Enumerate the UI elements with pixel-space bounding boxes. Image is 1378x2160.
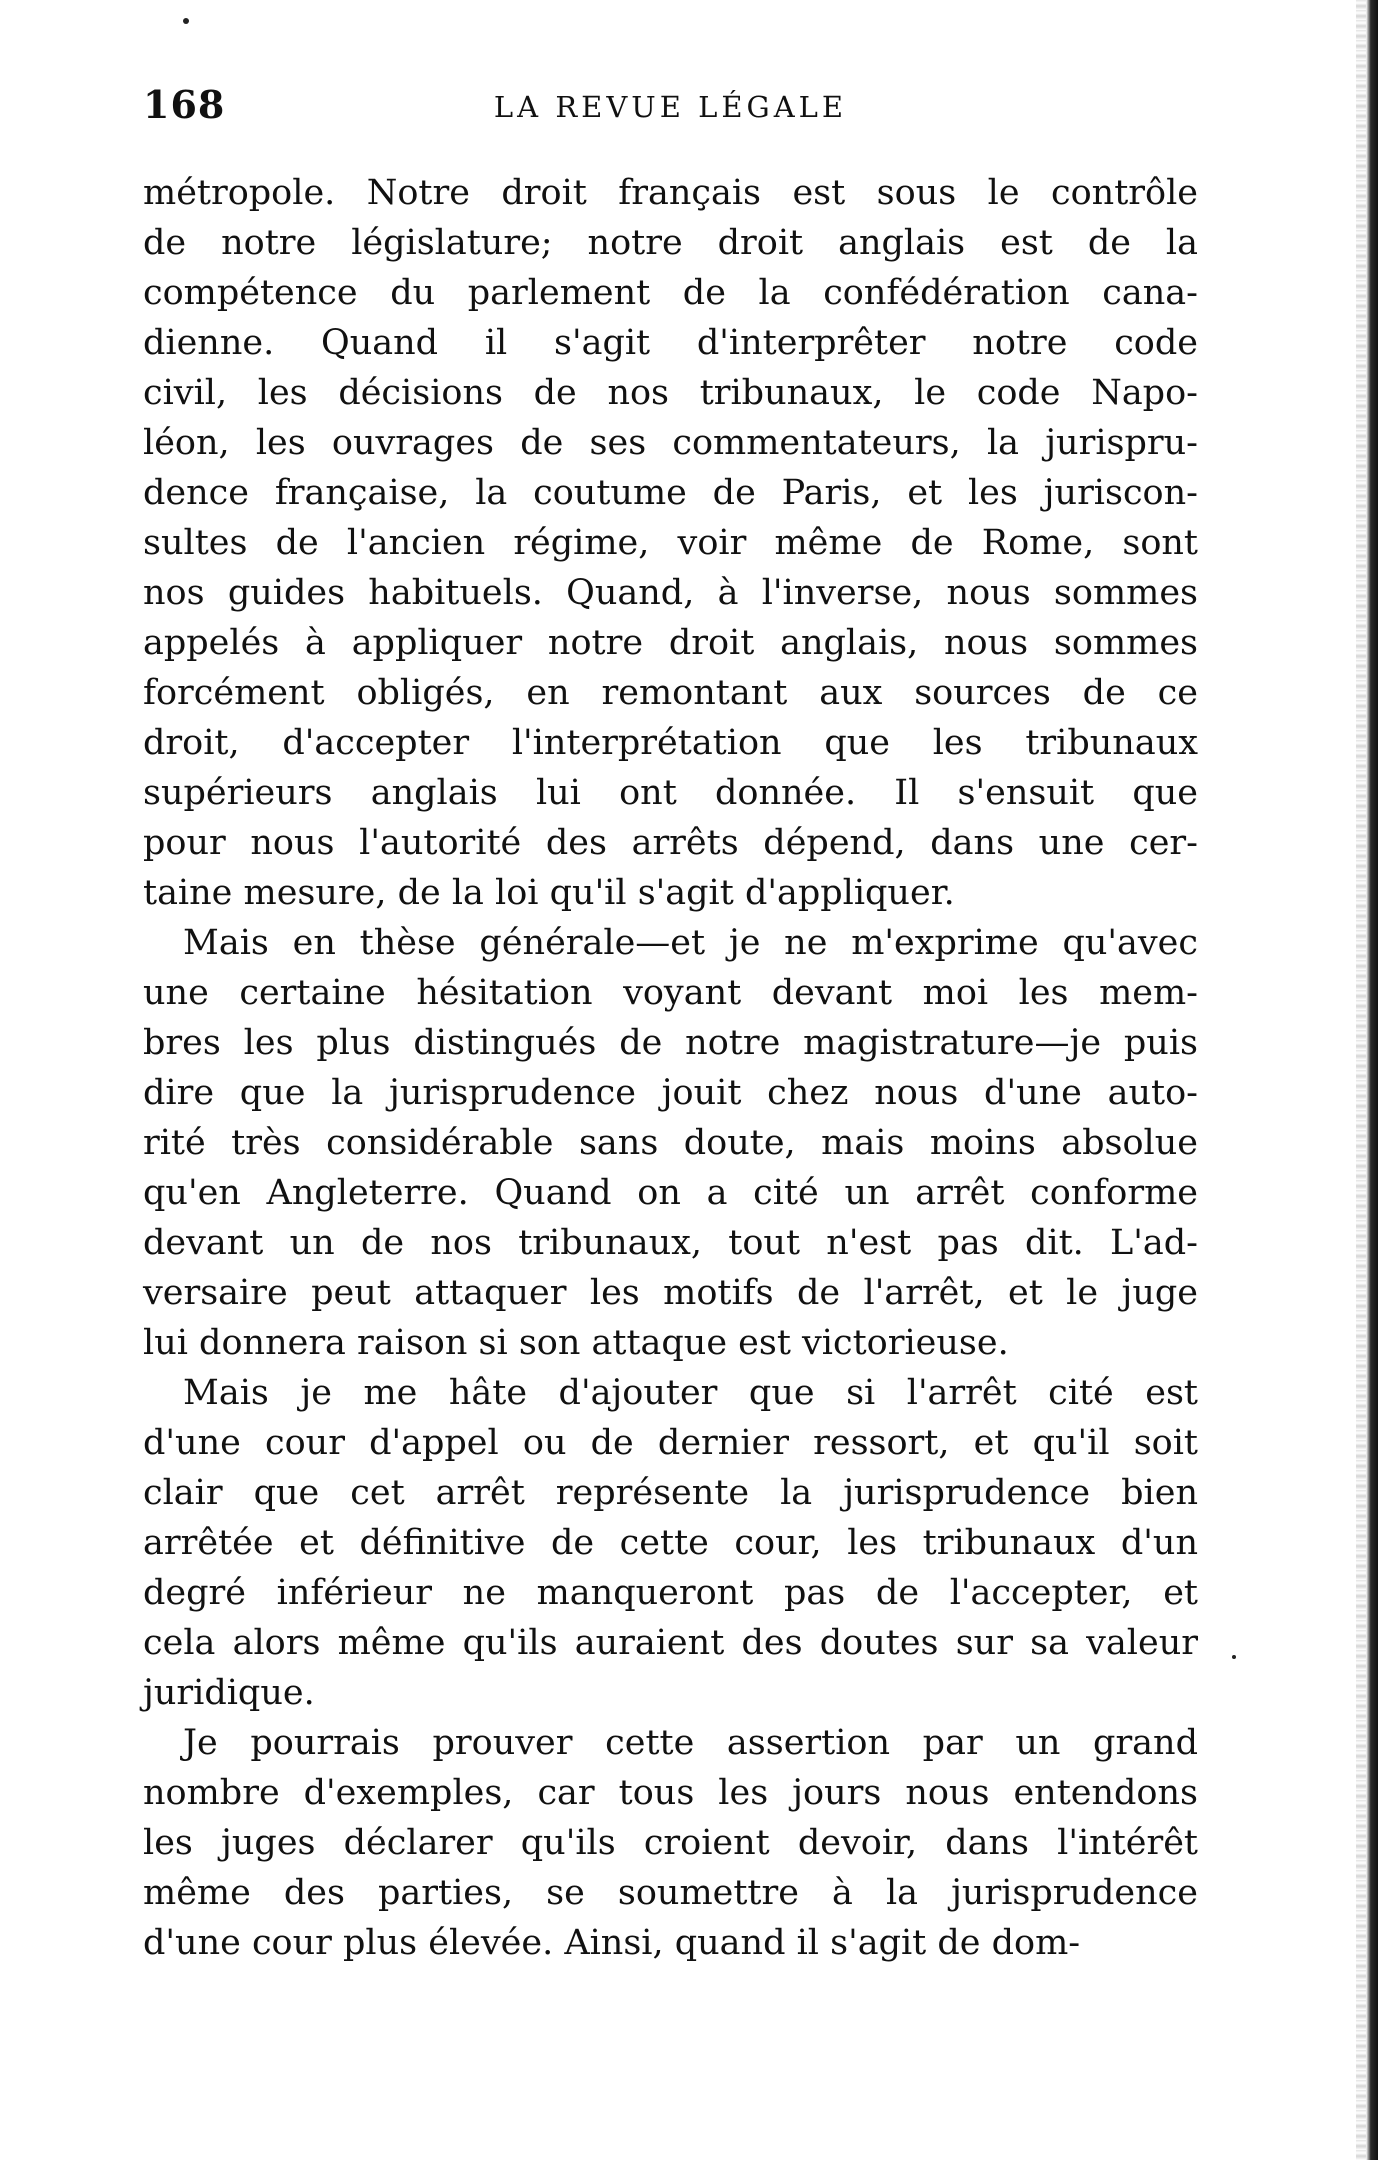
text-line: une certaine hésitation voyant devant moi les mem-: [143, 973, 1198, 1013]
text-line: juridique.: [143, 1673, 315, 1713]
text-line: d'une cour d'appel ou de dernier ressort, et qu'il soit: [143, 1423, 1198, 1463]
paragraph: [143, 1368, 1198, 1718]
ink-speck: [1232, 1655, 1236, 1659]
text-line: même des parties, se soumettre à la jurisprudence: [143, 1873, 1198, 1913]
binding-shadow: [1356, 0, 1366, 2160]
text-line: droit, d'accepter l'interprétation que les tribunaux: [143, 723, 1198, 763]
text-line: versaire peut attaquer les motifs de l'arrêt, et le juge: [143, 1273, 1198, 1313]
text-line: Mais je me hâte d'ajouter que si l'arrêt cité est: [183, 1373, 1198, 1413]
paragraph: [143, 1718, 1198, 1968]
ink-speck: [183, 18, 189, 24]
text-line: sultes de l'ancien régime, voir même de Rome, sont: [143, 523, 1198, 563]
text-line: de notre législature; notre droit anglais est de la: [143, 223, 1198, 263]
text-line: degré inférieur ne manqueront pas de l'accepter, et: [143, 1573, 1198, 1613]
text-line: lui donnera raison si son attaque est victorieuse.: [143, 1323, 1009, 1363]
text-line: nos guides habituels. Quand, à l'inverse, nous sommes: [143, 573, 1198, 613]
page-number: 168: [143, 82, 226, 127]
text-line: supérieurs anglais lui ont donnée. Il s'ensuit que: [143, 773, 1198, 813]
text-line: Mais en thèse générale—et je ne m'exprime qu'avec: [183, 923, 1198, 963]
text-line: métropole. Notre droit français est sous le contrôle: [143, 173, 1198, 213]
text-line: dence française, la coutume de Paris, et les juriscon-: [143, 473, 1198, 513]
text-line: rité très considérable sans doute, mais moins absolue: [143, 1123, 1198, 1163]
text-line: Je pourrais prouver cette assertion par un grand: [183, 1723, 1198, 1763]
text-line: cela alors même qu'ils auraient des doutes sur sa valeur: [143, 1623, 1198, 1663]
text-line: nombre d'exemples, car tous les jours nous entendons: [143, 1773, 1198, 1813]
text-line: pour nous l'autorité des arrêts dépend, dans une cer-: [143, 823, 1198, 863]
text-line: d'une cour plus élevée. Ainsi, quand il s'agit de dom-: [143, 1923, 1081, 1963]
text-line: clair que cet arrêt représente la jurisprudence bien: [143, 1473, 1198, 1513]
text-line: bres les plus distingués de notre magistrature—je puis: [143, 1023, 1198, 1063]
text-line: les juges déclarer qu'ils croient devoir, dans l'intérêt: [143, 1823, 1198, 1863]
paragraph: [143, 168, 1198, 918]
text-line: civil, les décisions de nos tribunaux, le code Napo-: [143, 373, 1198, 413]
text-line: taine mesure, de la loi qu'il s'agit d'appliquer.: [143, 873, 955, 913]
text-line: arrêtée et définitive de cette cour, les tribunaux d'un: [143, 1523, 1198, 1563]
text-line: devant un de nos tribunaux, tout n'est pas dit. L'ad-: [143, 1223, 1198, 1263]
text-line: compétence du parlement de la confédération cana-: [143, 273, 1198, 313]
text-line: léon, les ouvrages de ses commentateurs, la jurispru-: [143, 423, 1198, 463]
text-line: forcément obligés, en remontant aux sources de ce: [143, 673, 1198, 713]
running-title: LA REVUE LÉGALE: [493, 90, 848, 124]
text-line: dienne. Quand il s'agit d'interprêter notre code: [143, 323, 1198, 363]
binding-edge: [1366, 0, 1378, 2160]
text-line: qu'en Angleterre. Quand on a cité un arrêt conforme: [143, 1173, 1198, 1213]
text-line: appelés à appliquer notre droit anglais, nous sommes: [143, 623, 1198, 663]
page-header: [143, 82, 1198, 132]
body-text: [143, 168, 1198, 1968]
paragraph: [143, 918, 1198, 1368]
text-line: dire que la jurisprudence jouit chez nous d'une auto-: [143, 1073, 1198, 1113]
